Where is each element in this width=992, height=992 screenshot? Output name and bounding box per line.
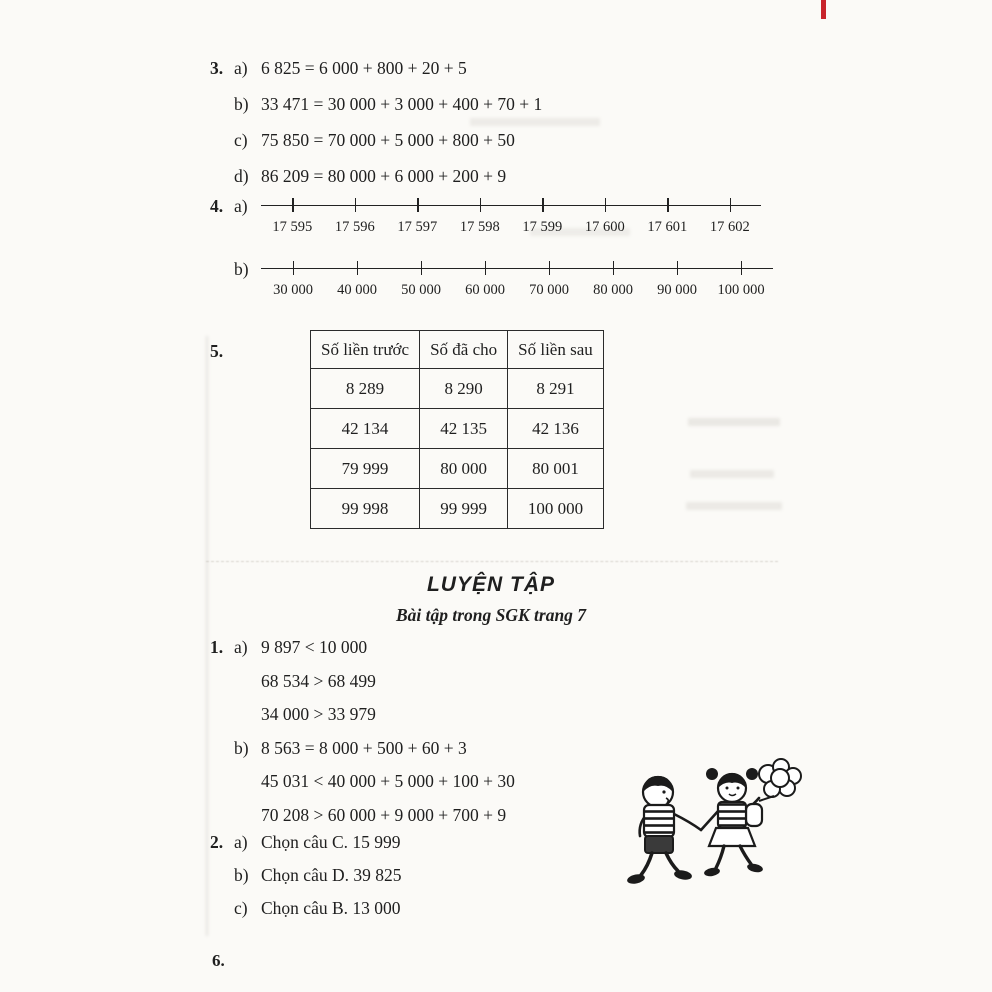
problem-1-line bbox=[234, 732, 515, 766]
table-cell: 8 290 bbox=[420, 369, 508, 409]
equation-text: 70 208 > 60 000 + 9 000 + 700 + 9 bbox=[261, 804, 507, 825]
problem-number: 5. bbox=[210, 341, 224, 361]
equation-text: 8 563 = 8 000 + 500 + 60 + 3 bbox=[261, 737, 467, 758]
tick-label: 100 000 bbox=[717, 282, 765, 298]
table-cell: 8 291 bbox=[508, 369, 604, 409]
problem-3-line-a bbox=[210, 50, 542, 86]
tick-mark bbox=[517, 260, 581, 276]
section-subtitle: Bài tập trong SGK trang 7 bbox=[395, 605, 587, 625]
tick-mark bbox=[645, 260, 709, 276]
problem-number: 4. bbox=[210, 196, 224, 216]
children-illustration bbox=[600, 752, 815, 942]
section-title: LUYỆN TẬP bbox=[426, 573, 555, 596]
table-row bbox=[311, 369, 604, 409]
equation-text: 34 000 > 33 979 bbox=[261, 704, 376, 724]
tick-label: 60 000 bbox=[465, 282, 505, 298]
bleed-artifact bbox=[206, 561, 778, 562]
part-prefix: b) bbox=[234, 865, 249, 885]
tick-mark bbox=[453, 260, 517, 276]
problem-number: 2. bbox=[210, 832, 224, 852]
tick-mark bbox=[449, 197, 512, 213]
answer-text: Chọn câu C. 15 999 bbox=[261, 832, 401, 852]
page-number: 6. bbox=[212, 951, 225, 970]
table-cell: 79 999 bbox=[311, 449, 420, 489]
part-prefix: a) bbox=[234, 196, 248, 216]
tick-label: 17 601 bbox=[647, 219, 688, 235]
tick-label: 17 598 bbox=[459, 219, 500, 235]
problem-3-line-d bbox=[234, 158, 542, 194]
number-line-b bbox=[261, 257, 773, 299]
column-header: Số đã cho bbox=[420, 331, 508, 369]
problem-3-line-b bbox=[234, 86, 542, 122]
tick-mark bbox=[389, 260, 453, 276]
column-header: Số liền trước bbox=[311, 331, 420, 369]
table-header-row bbox=[311, 331, 604, 369]
tick-mark bbox=[699, 197, 762, 213]
tick-mark bbox=[386, 197, 449, 213]
number-neighbors-table bbox=[310, 330, 604, 529]
part-prefix: c) bbox=[234, 898, 248, 918]
tick-mark bbox=[324, 197, 387, 213]
tick-label: 17 602 bbox=[709, 219, 750, 235]
tick-mark bbox=[574, 197, 637, 213]
answer-text: Chọn câu B. 13 000 bbox=[261, 898, 401, 918]
problem-number: 1. bbox=[210, 637, 224, 657]
table-row bbox=[311, 489, 604, 529]
tick-mark bbox=[511, 197, 574, 213]
equation-text: 68 534 > 68 499 bbox=[261, 670, 376, 691]
part-prefix: a) bbox=[234, 637, 248, 657]
tick-label: 17 596 bbox=[334, 219, 375, 235]
table-cell: 8 289 bbox=[311, 369, 420, 409]
table-cell: 80 000 bbox=[420, 449, 508, 489]
column-header: Số liền sau bbox=[508, 331, 604, 369]
problem-4a bbox=[210, 194, 761, 236]
bleed-artifact bbox=[690, 470, 774, 478]
number-line-track bbox=[261, 260, 773, 276]
equation-text: 9 897 < 10 000 bbox=[261, 637, 368, 657]
problem-2 bbox=[210, 826, 401, 925]
tick-label: 90 000 bbox=[657, 282, 697, 298]
tick-label: 70 000 bbox=[529, 282, 569, 298]
table-cell: 99 998 bbox=[311, 489, 420, 529]
bleed-artifact bbox=[688, 418, 780, 426]
table-cell: 42 136 bbox=[508, 409, 604, 449]
problem-3-line-c bbox=[234, 122, 542, 158]
bleed-artifact bbox=[206, 336, 208, 936]
equation-text: 75 850 = 70 000 + 5 000 + 800 + 50 bbox=[261, 130, 515, 150]
problem-1-line bbox=[261, 765, 515, 799]
problem-1 bbox=[210, 631, 515, 832]
part-prefix: b) bbox=[234, 737, 249, 758]
tick-mark bbox=[581, 260, 645, 276]
problem-number: 3. bbox=[210, 58, 224, 78]
equation-text: 45 031 < 40 000 + 5 000 + 100 + 30 bbox=[261, 771, 515, 791]
table-cell: 100 000 bbox=[508, 489, 604, 529]
section-heading bbox=[210, 572, 772, 626]
tick-label: 17 599 bbox=[522, 219, 563, 235]
problem-4b bbox=[210, 257, 773, 299]
table-cell: 42 135 bbox=[420, 409, 508, 449]
tick-mark bbox=[325, 260, 389, 276]
equation-text: 6 825 = 6 000 + 800 + 20 + 5 bbox=[261, 58, 467, 78]
bleed-artifact bbox=[686, 502, 782, 510]
problem-1-line bbox=[261, 665, 515, 699]
part-prefix: a) bbox=[234, 58, 248, 78]
children-illustration-svg bbox=[600, 752, 815, 942]
red-cover-edge bbox=[821, 0, 826, 19]
table-cell: 42 134 bbox=[311, 409, 420, 449]
problem-3 bbox=[210, 50, 542, 194]
problem-2-line bbox=[210, 826, 401, 859]
problem-1-line bbox=[261, 698, 515, 732]
problem-2-line bbox=[234, 892, 401, 925]
problem-2-line bbox=[234, 859, 401, 892]
number-line-track bbox=[261, 197, 761, 213]
equation-text: 86 209 = 80 000 + 6 000 + 200 + 9 bbox=[261, 166, 507, 186]
tick-mark bbox=[636, 197, 699, 213]
tick-label: 17 600 bbox=[584, 219, 625, 235]
tick-mark bbox=[261, 260, 325, 276]
part-prefix: b) bbox=[234, 259, 249, 279]
part-prefix: d) bbox=[234, 166, 249, 186]
part-prefix: c) bbox=[234, 130, 248, 150]
tick-mark bbox=[261, 197, 324, 213]
problem-number-spacer bbox=[210, 257, 234, 299]
part-prefix: b) bbox=[234, 94, 249, 114]
table-row bbox=[311, 449, 604, 489]
table-cell: 99 999 bbox=[420, 489, 508, 529]
number-line-a bbox=[261, 194, 761, 236]
problem-1-line bbox=[210, 631, 515, 665]
tick-label: 40 000 bbox=[337, 282, 377, 298]
tick-label: 80 000 bbox=[593, 282, 633, 298]
tick-label: 50 000 bbox=[401, 282, 441, 298]
answer-text: Chọn câu D. 39 825 bbox=[261, 865, 402, 885]
tick-label: 30 000 bbox=[273, 282, 313, 298]
table-cell: 80 001 bbox=[508, 449, 604, 489]
tick-mark bbox=[709, 260, 773, 276]
tick-label: 17 595 bbox=[272, 219, 313, 235]
part-prefix: a) bbox=[234, 832, 248, 852]
tick-label: 17 597 bbox=[397, 219, 438, 235]
table-row bbox=[311, 409, 604, 449]
equation-text: 33 471 = 30 000 + 3 000 + 400 + 70 + 1 bbox=[261, 94, 543, 114]
